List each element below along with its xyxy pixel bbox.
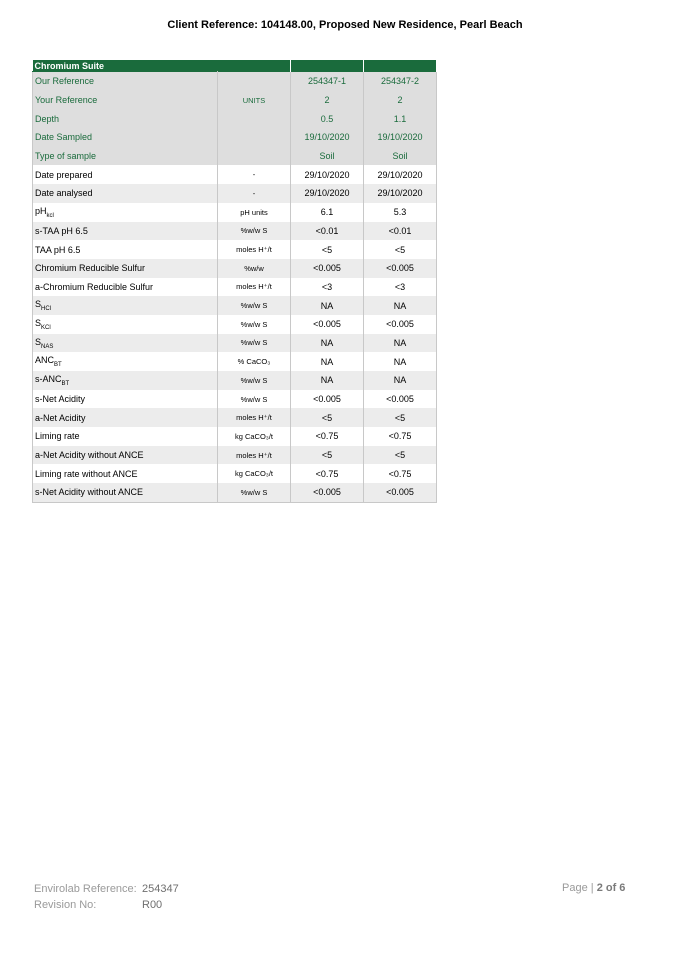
row-label xyxy=(33,72,218,91)
table-row xyxy=(33,278,437,297)
row-label xyxy=(33,427,218,446)
row-unit: moles H⁺/t xyxy=(218,278,291,297)
row-value-sample-2: <5 xyxy=(364,408,437,427)
row-value-sample-1: NA xyxy=(291,352,364,371)
row-label-subscript: kcl xyxy=(46,212,54,219)
row-value-sample-2: <5 xyxy=(364,240,437,259)
row-value-sample-1: 29/10/2020 xyxy=(291,165,364,184)
row-label-subscript: KCl xyxy=(41,324,51,331)
row-label-text: s-ANC xyxy=(35,373,62,384)
row-unit: %w/w S xyxy=(218,222,291,241)
row-value-sample-2: 19/10/2020 xyxy=(364,128,437,147)
row-value-sample-1: <0.005 xyxy=(291,483,364,502)
row-unit: pH units xyxy=(218,203,291,222)
table-row xyxy=(33,352,437,371)
table-row xyxy=(33,91,437,110)
row-label-subscript: NAS xyxy=(41,343,54,350)
row-label-subscript: BT xyxy=(54,362,62,369)
row-label xyxy=(33,184,218,203)
row-value-sample-1: 29/10/2020 xyxy=(291,184,364,203)
table-row xyxy=(33,296,437,315)
row-value-sample-2: NA xyxy=(364,371,437,390)
row-value-sample-2: <5 xyxy=(364,446,437,465)
row-unit: moles H⁺/t xyxy=(218,240,291,259)
revision-value: R00 xyxy=(142,899,163,911)
row-value-sample-2: <0.005 xyxy=(364,390,437,409)
row-label-text: a-Net Acidity xyxy=(35,412,86,423)
row-unit: % CaCO₃ xyxy=(218,352,291,371)
row-unit: moles H⁺/t xyxy=(218,408,291,427)
row-value-sample-1: <5 xyxy=(291,240,364,259)
table-row xyxy=(33,315,437,334)
table-section-header xyxy=(33,60,437,72)
row-label-text: a-Net Acidity without ANCE xyxy=(35,450,144,461)
row-label-subscript: HCl xyxy=(41,305,52,312)
row-label xyxy=(33,109,218,128)
row-label xyxy=(33,147,218,166)
row-value-sample-2: 29/10/2020 xyxy=(364,165,437,184)
row-label xyxy=(33,240,218,259)
row-label xyxy=(33,91,218,110)
row-unit: %w/w S xyxy=(218,390,291,409)
row-label xyxy=(33,259,218,278)
row-value-sample-2: 254347-2 xyxy=(364,72,437,91)
row-label-text: TAA pH 6.5 xyxy=(35,244,81,255)
row-value-sample-1: <5 xyxy=(291,408,364,427)
row-value-sample-1: 6.1 xyxy=(291,203,364,222)
table-row xyxy=(33,334,437,353)
row-label-text: s-Net Acidity xyxy=(35,394,86,405)
row-unit: kg CaCO₃/t xyxy=(218,464,291,483)
row-value-sample-2: NA xyxy=(364,352,437,371)
page-title: Client Reference: 104148.00, Proposed New Residence, Pearl Beach xyxy=(167,19,523,31)
row-label xyxy=(33,203,218,222)
row-unit: %w/w S xyxy=(218,371,291,390)
envirolab-ref-label: Envirolab Reference: xyxy=(34,883,137,895)
row-label-text: Our Reference xyxy=(35,76,95,87)
row-value-sample-1: <0.01 xyxy=(291,222,364,241)
row-value-sample-1: Soil xyxy=(291,147,364,166)
revision-label: Revision No: xyxy=(34,899,97,911)
row-value-sample-2: <0.75 xyxy=(364,427,437,446)
row-label-text: ANC xyxy=(35,355,55,366)
row-label xyxy=(33,128,218,147)
table-row xyxy=(33,128,437,147)
row-label-text: Liming rate without ANCE xyxy=(35,468,138,479)
row-value-sample-1: <0.005 xyxy=(291,259,364,278)
table-row xyxy=(33,371,437,390)
row-label-text: Chromium Reducible Sulfur xyxy=(35,263,146,274)
row-value-sample-1: 2 xyxy=(291,91,364,110)
row-label-text: S xyxy=(35,299,42,310)
row-value-sample-2: 29/10/2020 xyxy=(364,184,437,203)
row-unit xyxy=(218,147,291,166)
row-label xyxy=(33,165,218,184)
row-label xyxy=(33,390,218,409)
row-value-sample-1: NA xyxy=(291,296,364,315)
row-label-text: Depth xyxy=(35,113,60,124)
table-row xyxy=(33,427,437,446)
row-value-sample-1: <0.005 xyxy=(291,315,364,334)
row-label xyxy=(33,483,218,502)
row-value-sample-2: NA xyxy=(364,296,437,315)
table-row xyxy=(33,222,437,241)
page-indicator xyxy=(562,882,625,894)
row-label xyxy=(33,296,218,315)
row-value-sample-2: <0.01 xyxy=(364,222,437,241)
table-row xyxy=(33,446,437,465)
table-row xyxy=(33,259,437,278)
row-value-sample-2: <0.005 xyxy=(364,259,437,278)
table-row xyxy=(33,464,437,483)
row-value-sample-1: <0.005 xyxy=(291,390,364,409)
row-value-sample-2: <0.75 xyxy=(364,464,437,483)
row-value-sample-2: <3 xyxy=(364,278,437,297)
table-row xyxy=(33,408,437,427)
row-label xyxy=(33,222,218,241)
page-number: 2 of 6 xyxy=(596,882,626,894)
row-value-sample-2: 2 xyxy=(364,91,437,110)
row-value-sample-1: 0.5 xyxy=(291,109,364,128)
row-unit: %w/w S xyxy=(218,315,291,334)
row-label xyxy=(33,446,218,465)
table-row xyxy=(33,109,437,128)
row-label xyxy=(33,464,218,483)
table-row xyxy=(33,165,437,184)
row-label-text: a-Chromium Reducible Sulfur xyxy=(35,281,154,292)
table-row xyxy=(33,72,437,91)
row-value-sample-2: <0.005 xyxy=(364,315,437,334)
row-value-sample-1: NA xyxy=(291,371,364,390)
row-value-sample-1: <0.75 xyxy=(291,427,364,446)
row-label-text: Type of sample xyxy=(35,151,97,162)
row-label xyxy=(33,352,218,371)
row-unit: %w/w S xyxy=(218,483,291,502)
table-row xyxy=(33,390,437,409)
row-value-sample-1: <5 xyxy=(291,446,364,465)
row-unit: UNITS xyxy=(218,91,291,110)
row-value-sample-2: 5.3 xyxy=(364,203,437,222)
row-unit: - xyxy=(218,165,291,184)
row-label-text: Date analysed xyxy=(35,188,93,199)
row-unit: %w/w S xyxy=(218,296,291,315)
row-value-sample-2: <0.005 xyxy=(364,483,437,502)
row-label-text: s-TAA pH 6.5 xyxy=(35,225,88,236)
row-value-sample-1: <0.75 xyxy=(291,464,364,483)
row-label-text: Liming rate xyxy=(35,431,80,442)
row-label xyxy=(33,371,218,390)
section-title: Chromium Suite xyxy=(33,60,218,72)
table-row xyxy=(33,184,437,203)
row-label-text: Date Sampled xyxy=(35,132,93,143)
row-label-text: Date prepared xyxy=(35,169,93,180)
row-value-sample-2: 1.1 xyxy=(364,109,437,128)
page-separator: | xyxy=(590,882,594,894)
row-label xyxy=(33,334,218,353)
row-unit: %w/w S xyxy=(218,334,291,353)
row-label-text: Your Reference xyxy=(35,95,98,106)
envirolab-ref-value: 254347 xyxy=(142,883,179,895)
row-label xyxy=(33,408,218,427)
row-label xyxy=(33,315,218,334)
row-value-sample-2: NA xyxy=(364,334,437,353)
row-unit: %w/w xyxy=(218,259,291,278)
row-value-sample-2: Soil xyxy=(364,147,437,166)
row-label xyxy=(33,278,218,297)
footer-references xyxy=(34,881,179,913)
row-unit xyxy=(218,72,291,91)
row-unit: kg CaCO₃/t xyxy=(218,427,291,446)
row-value-sample-1: 19/10/2020 xyxy=(291,128,364,147)
table-row xyxy=(33,203,437,222)
row-value-sample-1: <3 xyxy=(291,278,364,297)
row-value-sample-1: NA xyxy=(291,334,364,353)
chromium-suite-table xyxy=(32,60,437,503)
row-unit xyxy=(218,128,291,147)
row-label-text: S xyxy=(35,317,42,328)
row-label-text: s-Net Acidity without ANCE xyxy=(35,487,144,498)
page-label: Page xyxy=(562,882,588,894)
row-unit: moles H⁺/t xyxy=(218,446,291,465)
row-value-sample-1: 254347-1 xyxy=(291,72,364,91)
row-label-text: S xyxy=(35,336,42,347)
table-row xyxy=(33,147,437,166)
row-unit: - xyxy=(218,184,291,203)
table-row xyxy=(33,240,437,259)
table-row xyxy=(33,483,437,502)
row-label-subscript: BT xyxy=(61,380,70,387)
row-label-text: pH xyxy=(35,205,47,216)
row-unit xyxy=(218,109,291,128)
